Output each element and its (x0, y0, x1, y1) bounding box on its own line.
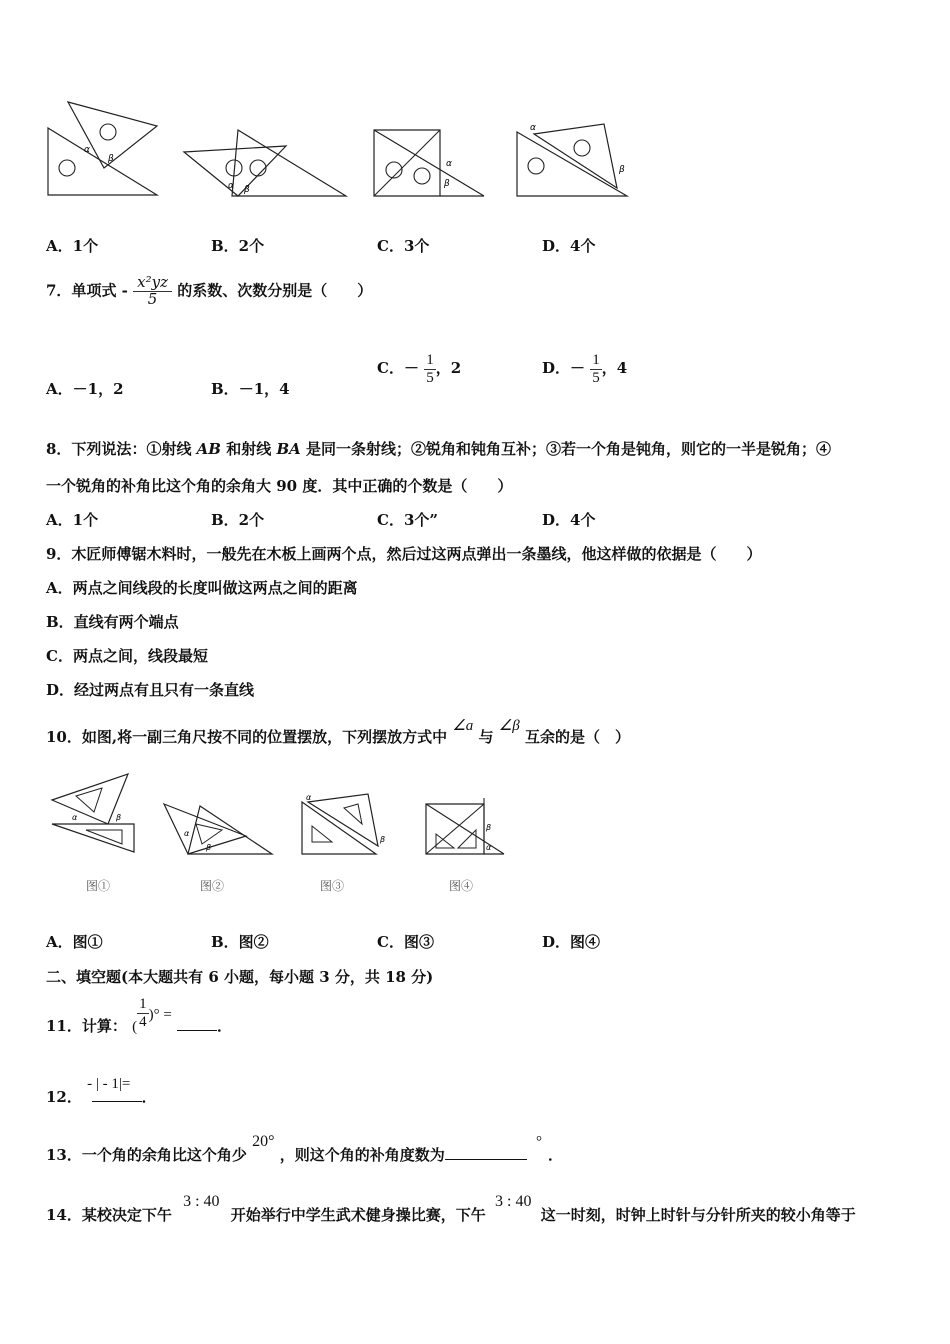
option-fraction: $\frac{1}{5}$ (592, 352, 600, 386)
q13-stem: 13．一个角的余角比这个角少 20° ，则这个角的补角度数为 °． (46, 1133, 564, 1164)
q6-figure-2 (180, 126, 352, 200)
q9-option-b[interactable]: B．直线有两个端点 (46, 613, 179, 631)
q6-figure-1 (44, 98, 164, 200)
q9-option-d[interactable]: D．经过两点有且只有一条直线 (46, 681, 255, 699)
q8-option-d[interactable]: D．4个 (542, 511, 596, 529)
q11-fraction: $\frac{1}{4}$ (139, 996, 147, 1030)
q6-option-d[interactable]: D．4个 (542, 237, 596, 255)
q11-stem: 11．计算： ( $\frac{1}{4}$ )° = ． (46, 996, 233, 1035)
q8-stem-line1: 8．下列说法：①射线 AB 和射线 BA 是同一条射线；②锐角和钝角互补；③若一个角是钝角，则它的一半是锐角；④ (46, 440, 832, 458)
q14-time-1: 3 : 40 (183, 1193, 220, 1210)
alpha-label: α (530, 123, 536, 133)
q12-answer-blank[interactable] (92, 1101, 142, 1102)
q11-answer-blank[interactable] (177, 1030, 217, 1031)
beta-label: β (206, 843, 212, 852)
q7-option-b[interactable]: B．－1，4 (211, 380, 290, 398)
q10-caption-4: 图④ (449, 879, 474, 893)
q10-caption-3: 图③ (320, 879, 345, 893)
q10-option-c[interactable]: C．图③ (377, 933, 434, 951)
q7-number: 7． (46, 281, 72, 300)
ray-ba: BA (276, 440, 301, 458)
section2-title: 二、填空题(本大题共有 6 小题，每小题 3 分，共 18 分) (46, 968, 434, 986)
q10-figure-2 (160, 800, 276, 858)
q9-stem: 9．木匠师傅锯木料时，一般先在木板上画两个点，然后过这两点弹出一条墨线，他这样做的依据是（ ） (46, 545, 762, 563)
q6-option-b[interactable]: B．2个 (211, 237, 265, 255)
beta-label: β (444, 179, 450, 189)
q8-stem-line2: 一个锐角的补角比这个角的余角大 90 度．其中正确的个数是（ ） (46, 477, 513, 495)
alpha-label: α (306, 793, 312, 802)
q12-expression: - | - 1|= (87, 1076, 131, 1092)
fraction-numerator: x²yz (133, 275, 172, 292)
q10-stem: 10．如图,将一副三角尺按不同的位置摆放，下列摆放方式中 ∠a 与 ∠β 互余的是（ ） (46, 718, 630, 746)
fraction-denominator: 5 (147, 289, 158, 308)
q7-monomial-fraction (133, 275, 172, 308)
q10-option-b[interactable]: B．图② (211, 933, 269, 951)
alpha-label: α (486, 843, 492, 852)
alpha-label: α (72, 813, 78, 822)
q7-prefix: 单项式 - (71, 281, 128, 300)
q14-stem: 14．某校决定下午 3 : 40 开始举行中学生武术健身操比赛，下午 3 : 40 这一时刻，时钟上时针与分针所夹的较小角等于 (46, 1193, 856, 1224)
q6-figure-4 (512, 118, 632, 200)
beta-label: β (486, 823, 492, 832)
angle-alpha: ∠a (452, 718, 474, 734)
q10-figure-1 (46, 770, 142, 860)
q8-option-c[interactable]: C．3个” (377, 511, 439, 529)
q7-suffix: 的系数、次数分别是（ ） (177, 281, 373, 300)
q6-option-c[interactable]: C．3个 (377, 237, 430, 255)
beta-label: β (116, 813, 122, 822)
q6-figure-3 (370, 126, 490, 200)
q10-figure-3 (296, 790, 396, 858)
alpha-label: α (184, 829, 190, 838)
q10-caption-2: 图② (200, 879, 225, 893)
q10-option-d[interactable]: D．图④ (542, 933, 601, 951)
angle-beta: ∠β (498, 718, 520, 734)
q13-degree: 20° (252, 1133, 275, 1150)
beta-label: β (380, 835, 386, 844)
beta-label: β (619, 165, 625, 175)
ray-ab: AB (196, 440, 221, 458)
q10-caption-1: 图① (86, 879, 111, 893)
alpha-label: α (84, 145, 90, 155)
q7-stem (46, 275, 372, 308)
q7-option-c[interactable]: C．－ $\frac{1}{5}$ ，2 (377, 352, 462, 386)
q6-option-a[interactable]: A．1个 (46, 237, 99, 255)
q8-option-b[interactable]: B．2个 (211, 511, 265, 529)
alpha-label: α (228, 181, 234, 191)
q7-option-d[interactable]: D．－ $\frac{1}{5}$ ，4 (542, 352, 628, 386)
q10-figure-4 (420, 794, 510, 858)
beta-label: β (108, 154, 114, 164)
q11-exponent-equals: )° = (148, 1007, 172, 1023)
q10-option-a[interactable]: A．图① (46, 933, 103, 951)
q8-option-a[interactable]: A．1个 (46, 511, 99, 529)
q9-option-a[interactable]: A．两点之间线段的长度叫做这两点之间的距离 (46, 579, 358, 597)
q12-stem: 12． - | - 1|= ． (46, 1076, 157, 1106)
option-fraction: $\frac{1}{5}$ (426, 352, 434, 386)
q14-time-2: 3 : 40 (495, 1193, 532, 1210)
alpha-label: α (446, 159, 452, 169)
q7-option-a[interactable]: A．－1，2 (46, 380, 124, 398)
q13-answer-blank[interactable] (445, 1159, 527, 1160)
beta-label: β (244, 185, 250, 195)
q9-option-c[interactable]: C．两点之间，线段最短 (46, 647, 208, 665)
